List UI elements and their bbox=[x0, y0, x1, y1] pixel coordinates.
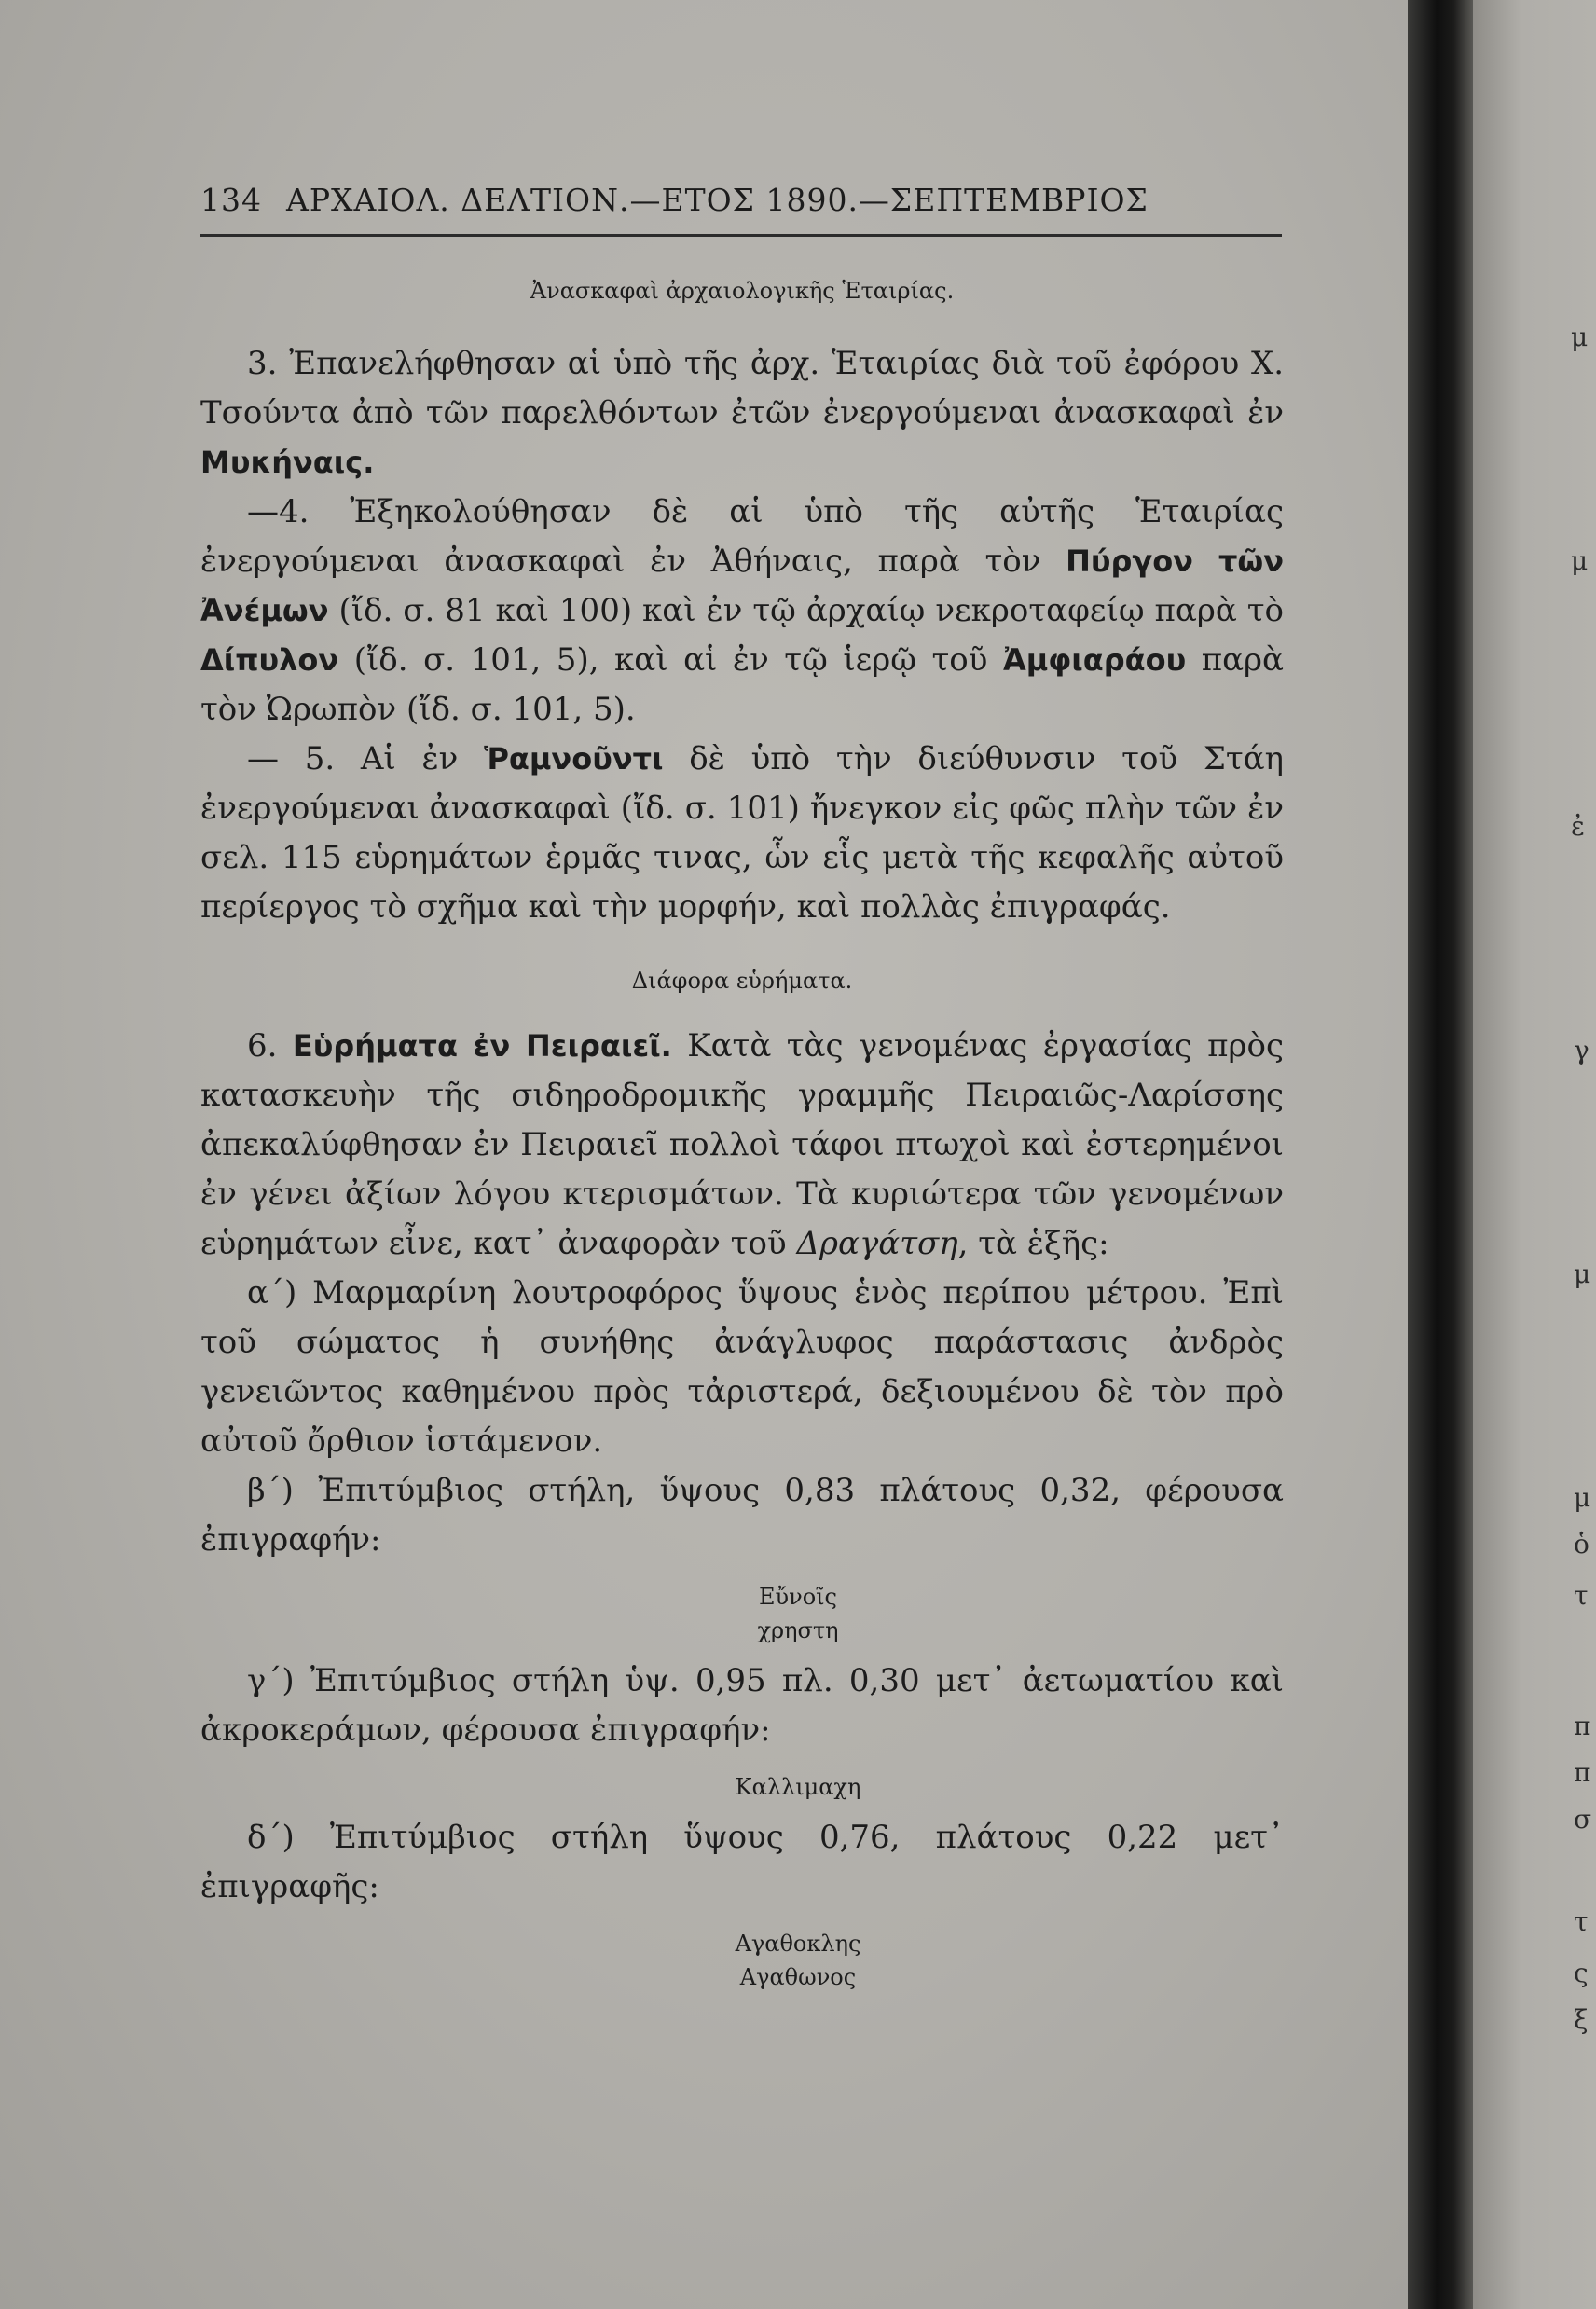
edge-letter: μ bbox=[1574, 1258, 1591, 1289]
paragraph-4 bbox=[200, 488, 1284, 735]
inscription-line: Εὔνοῖς bbox=[759, 1584, 837, 1610]
edge-letter: μ bbox=[1571, 322, 1589, 352]
paragraph-4-text-c: (ἴδ. σ. 81 καὶ 100) καὶ ἐν τῷ ἀρχαίῳ νεκροταφείῳ παρὰ τὸ bbox=[328, 592, 1284, 629]
running-title: ΑΡΧΑΙΟΛ. ΔΕΛΤΙΟΝ.—ΕΤΟΣ 1890.—ΣΕΠΤΕΜΒΡΙΟΣ bbox=[286, 182, 1149, 218]
edge-letter: γ bbox=[1574, 1035, 1589, 1065]
inscription-line: Αγαθοκλης bbox=[735, 1931, 861, 1957]
paragraph-3-text: 3. Ἐπανελήφθησαν αἱ ὑπὸ τῆς ἀρχ. Ἑταιρίας διὰ τοῦ ἐφόρου Χ. Τσούντα ἀπὸ τῶν παρελθόντων ἐτῶν ἐνεργούμεναι ἀνασκαφαὶ ἐν bbox=[200, 345, 1284, 432]
header-rule bbox=[200, 234, 1282, 237]
book-gutter bbox=[1408, 0, 1473, 2309]
paragraph-5 bbox=[200, 735, 1284, 932]
edge-letter: σ bbox=[1574, 1804, 1592, 1835]
section-title-excavations: Ἀνασκαφαὶ ἀρχαιολογικῆς Ἑταιρίας. bbox=[530, 278, 955, 304]
paragraph-4-text-g: παρὰ τὸν Ὠρωπὸν (ἴδ. σ. 101, 5). bbox=[200, 641, 1284, 728]
author-dragatsis: Δραγάτση bbox=[796, 1225, 958, 1262]
paragraph-4-text-e: (ἴδ. σ. 101, 5), καὶ αἱ ἐν τῷ ἱερῷ τοῦ bbox=[338, 641, 1003, 679]
edge-letter: τ bbox=[1574, 1580, 1589, 1611]
edge-letter: ὁ bbox=[1574, 1529, 1589, 1560]
place-amphiareion: Ἀμφιαράου bbox=[1002, 642, 1187, 678]
item-gamma: γ΄) Ἐπιτύμβιος στήλη ὑψ. 0,95 πλ. 0,30 μετ᾽ ἀετωματίου καὶ ἀκροκεράμων, φέρουσα ἐπιγραφήν: bbox=[200, 1662, 1284, 1749]
heading-piraeus-finds: Εὑρήματα ἐν Πειραιεῖ. bbox=[292, 1028, 672, 1064]
paragraph-5-text-a: — 5. Αἱ ἐν bbox=[247, 740, 485, 777]
paragraph-3 bbox=[200, 339, 1284, 488]
inscription-line: Αγαθωνος bbox=[739, 1964, 857, 1990]
inscription-gamma bbox=[312, 1770, 1284, 1804]
paragraph-6-number: 6. bbox=[247, 1027, 293, 1065]
edge-letter: τ bbox=[1574, 1906, 1589, 1937]
edge-letter: μ bbox=[1574, 1482, 1591, 1513]
paragraph-6 bbox=[200, 1022, 1284, 1269]
item-delta: δ΄) Ἐπιτύμβιος στήλη ὕψους 0,76, πλάτους 0,22 μετ᾽ ἐπιγραφῆς: bbox=[200, 1819, 1284, 1905]
edge-letter: ξ bbox=[1574, 2004, 1589, 2035]
inscription-delta bbox=[312, 1927, 1284, 1994]
running-header bbox=[200, 182, 1284, 225]
edge-letter: π bbox=[1574, 1757, 1591, 1788]
page-content bbox=[200, 182, 1284, 2003]
place-rhamnous: Ῥαμνοῦντι bbox=[484, 741, 664, 777]
place-mykenai: Μυκήναις. bbox=[200, 445, 375, 480]
paragraph-4-text-a: —4. Ἐξηκολούθησαν δὲ αἱ ὑπὸ τῆς αὐτῆς Ἑταιρίας ἐνεργούμεναι ἀνασκαφαὶ ἐν Ἀθήναις, παρὰ τὸν bbox=[200, 493, 1284, 580]
item-beta: β΄) Ἐπιτύμβιος στήλη, ὕψους 0,83 πλάτους 0,32, φέρουσα ἐπιγραφήν: bbox=[200, 1472, 1284, 1559]
inscription-beta bbox=[312, 1580, 1284, 1647]
edge-letter: μ bbox=[1571, 545, 1589, 576]
edge-letter: ἐ bbox=[1571, 811, 1586, 842]
paragraph-5-text-c: δὲ ὑπὸ τὴν διεύθυνσιν τοῦ Στάη ἐνεργούμεναι ἀνασκαφαὶ (ἴδ. σ. 101) ἤνεγκον εἰς φῶς πλὴν τῶν ἐν σελ. 115 εὑρημάτων ἑρμᾶς τινας, ὧν εἷς μετὰ τῆς κεφαλῆς αὐτοῦ περίεργος τὸ σχῆμα καὶ τὴν μορφήν, καὶ πολλὰς ἐπιγραφάς. bbox=[200, 740, 1285, 926]
edge-letter: π bbox=[1574, 1711, 1591, 1741]
inscription-line: χρηστη bbox=[757, 1617, 839, 1643]
item-alpha: α΄) Μαρμαρίνη λουτροφόρος ὕψους ἑνὸς περίπου μέτρου. Ἐπὶ τοῦ σώματος ἡ συνήθης ἀνάγλυφος παράστασις ἀνδρὸς γενειῶντος καθημένου πρὸς τἀριστερά, δεξιουμένου δὲ τὸν πρὸ αὐτοῦ ὄρθιον ἱστάμενον. bbox=[200, 1274, 1284, 1460]
right-page-edge bbox=[1473, 0, 1596, 2309]
place-dipylon: Δίπυλον bbox=[200, 642, 339, 678]
section-title-finds: Διάφορα εὑρήματα. bbox=[631, 968, 853, 994]
inscription-line: Καλλιμαχη bbox=[735, 1774, 861, 1800]
paragraph-6-text: Κατὰ τὰς γενομένας ἐργασίας πρὸς κατασκευὴν τῆς σιδηροδρομικῆς γραμμῆς Πειραιῶς-Λαρίσσης ἀπεκαλύφθησαν ἐν Πειραιεῖ πολλοὶ τάφοι πτωχοὶ καὶ ἐστερημένοι ἐν γένει ἀξίων λόγου κτερισμάτων. Τὰ κυριώτερα τῶν γενομένων εὑρημάτων εἶνε, κατ᾽ ἀναφορὰν τοῦ bbox=[200, 1027, 1284, 1262]
edge-letter: ς bbox=[1574, 1958, 1589, 1988]
page-number: 134 bbox=[200, 182, 262, 218]
paragraph-6-text-end: , τὰ ἑξῆς: bbox=[957, 1225, 1109, 1262]
place-tower-of-winds: Πύργον τῶν Ἀνέμων bbox=[200, 543, 1285, 628]
